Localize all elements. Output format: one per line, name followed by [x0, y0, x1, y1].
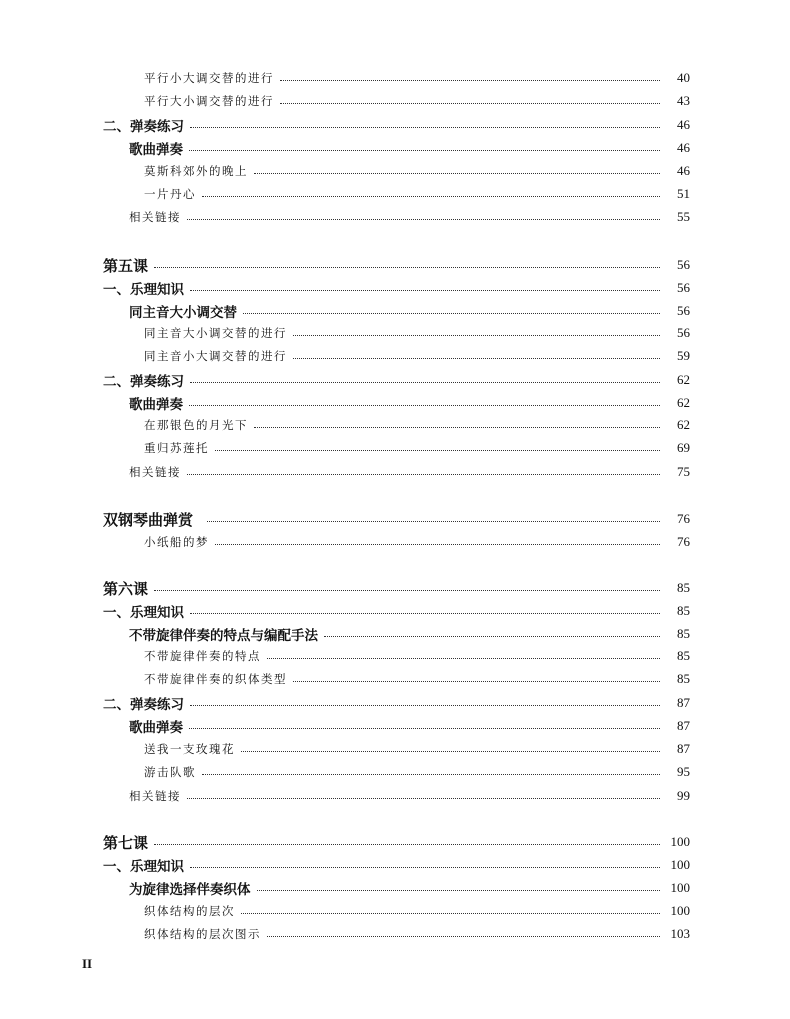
toc-entry-title: 同主音大小调交替的进行 — [144, 326, 287, 340]
toc-entry-title: 织体结构的层次图示 — [144, 927, 261, 941]
toc-entry-page: 56 — [677, 280, 690, 295]
dot-leader — [190, 381, 660, 383]
dot-leader — [280, 79, 660, 81]
toc-entry-page: 85 — [677, 603, 690, 618]
toc-entry[interactable] — [103, 855, 690, 875]
toc-entry[interactable] — [129, 786, 690, 806]
toc-entry-title: 不带旋律伴奏的织体类型 — [144, 672, 287, 686]
toc-entry-title: 平行大小调交替的进行 — [144, 94, 274, 108]
toc-entry-page: 56 — [677, 257, 690, 272]
toc-entry-page: 87 — [677, 741, 690, 756]
toc-entry-title: 为旋律选择伴奏织体 — [129, 882, 251, 898]
toc-entry-page: 75 — [677, 464, 690, 479]
toc-entry[interactable] — [144, 924, 690, 944]
toc-entry-title: 相关链接 — [129, 465, 181, 479]
toc-entry-title: 送我一支玫瑰花 — [144, 742, 235, 756]
toc-entry[interactable] — [129, 462, 690, 482]
toc-entry-title: 游击队歌 — [144, 765, 196, 779]
toc-entry-page: 76 — [677, 511, 690, 526]
toc-entry[interactable] — [129, 878, 690, 898]
toc-entry[interactable] — [144, 739, 690, 759]
toc-entry-page: 99 — [677, 788, 690, 803]
toc-entry[interactable] — [144, 646, 690, 666]
toc-entry-title: 相关链接 — [129, 210, 181, 224]
toc-entry[interactable] — [144, 68, 690, 88]
dot-leader — [207, 520, 660, 522]
dot-leader — [324, 635, 660, 637]
toc-entry-page: 100 — [670, 857, 690, 872]
toc-entry[interactable] — [144, 184, 690, 204]
dot-leader — [267, 657, 660, 659]
dot-leader — [187, 797, 660, 799]
toc-entry-page: 51 — [677, 186, 690, 201]
toc-entry-title: 同主音大小调交替 — [129, 305, 237, 321]
dot-leader — [241, 750, 660, 752]
toc-entry-title: 一、乐理知识 — [103, 282, 184, 298]
toc-entry-title: 重归苏莲托 — [144, 441, 209, 455]
toc-entry-title: 第七课 — [103, 833, 149, 852]
toc-entry[interactable] — [103, 832, 690, 852]
toc-entry[interactable] — [144, 323, 690, 343]
toc-entry-title: 小纸船的梦 — [144, 535, 209, 549]
dot-leader — [202, 773, 660, 775]
toc-entry-title: 第五课 — [103, 256, 149, 275]
toc-entry[interactable] — [144, 346, 690, 366]
toc-entry[interactable] — [103, 578, 690, 598]
toc-entry[interactable] — [144, 91, 690, 111]
toc-entry-page: 43 — [677, 93, 690, 108]
dot-leader — [189, 404, 660, 406]
toc-entry-page: 56 — [677, 325, 690, 340]
dot-leader — [293, 357, 660, 359]
toc-entry[interactable] — [144, 762, 690, 782]
toc-entry-title: 二、弹奏练习 — [103, 119, 184, 135]
dot-leader — [215, 449, 660, 451]
toc-entry-page: 87 — [677, 695, 690, 710]
dot-leader — [189, 149, 660, 151]
toc-entry[interactable] — [103, 509, 690, 529]
toc-entry-title: 二、弹奏练习 — [103, 697, 184, 713]
toc-entry-title: 一、乐理知识 — [103, 605, 184, 621]
toc-entry[interactable] — [103, 255, 690, 275]
toc-entry[interactable] — [144, 438, 690, 458]
toc-entry[interactable] — [129, 138, 690, 158]
toc-entry-page: 95 — [677, 764, 690, 779]
toc-entry-page: 100 — [670, 880, 690, 895]
toc-entry[interactable] — [144, 901, 690, 921]
toc-entry[interactable] — [129, 624, 690, 644]
toc-entry-page: 69 — [677, 440, 690, 455]
toc-entry-page: 85 — [677, 626, 690, 641]
dot-leader — [241, 912, 660, 914]
toc-entry-title: 歌曲弹奏 — [129, 142, 183, 158]
toc-entry-page: 76 — [677, 534, 690, 549]
dot-leader — [293, 680, 660, 682]
dot-leader — [254, 172, 660, 174]
toc-entry-page: 56 — [677, 303, 690, 318]
dot-leader — [189, 727, 660, 729]
toc-entry[interactable] — [144, 532, 690, 552]
dot-leader — [254, 426, 660, 428]
toc-entry[interactable] — [103, 693, 690, 713]
dot-leader — [154, 266, 660, 268]
toc-entry[interactable] — [103, 370, 690, 390]
dot-leader — [190, 866, 660, 868]
toc-entry-title: 歌曲弹奏 — [129, 397, 183, 413]
toc-entry-title: 莫斯科郊外的晚上 — [144, 164, 248, 178]
dot-leader — [257, 889, 661, 891]
toc-entry-title: 相关链接 — [129, 789, 181, 803]
dot-leader — [267, 935, 660, 937]
dot-leader — [190, 704, 660, 706]
toc-entry-title: 不带旋律伴奏的特点 — [144, 649, 261, 663]
toc-entry-page: 59 — [677, 348, 690, 363]
toc-entry-title: 不带旋律伴奏的特点与编配手法 — [129, 628, 318, 644]
toc-entry-title: 在那银色的月光下 — [144, 418, 248, 432]
dot-leader — [293, 334, 660, 336]
dot-leader — [243, 312, 660, 314]
toc-entry-page: 62 — [677, 372, 690, 387]
toc-entry-title: 歌曲弹奏 — [129, 720, 183, 736]
page-number: II — [82, 956, 93, 971]
dot-leader — [215, 543, 660, 545]
dot-leader — [187, 473, 660, 475]
dot-leader — [187, 218, 660, 220]
toc-entry-page: 85 — [677, 648, 690, 663]
toc-entry[interactable] — [144, 415, 690, 435]
dot-leader — [280, 102, 660, 104]
toc-entry-page: 100 — [670, 903, 690, 918]
dot-leader — [154, 843, 660, 845]
toc-entry-title: 二、弹奏练习 — [103, 374, 184, 390]
toc-entry-title: 平行小大调交替的进行 — [144, 71, 274, 85]
toc-entry-title: 同主音小大调交替的进行 — [144, 349, 287, 363]
dot-leader — [190, 612, 660, 614]
toc-entry-page: 46 — [677, 140, 690, 155]
dot-leader — [190, 126, 660, 128]
toc-entry[interactable] — [144, 669, 690, 689]
toc-entry[interactable] — [129, 393, 690, 413]
toc-entry[interactable] — [103, 278, 690, 298]
toc-entry-page: 85 — [677, 671, 690, 686]
dot-leader — [202, 195, 660, 197]
toc-entry-page: 103 — [670, 926, 690, 941]
toc-entry-page: 46 — [677, 117, 690, 132]
toc-entry-page: 87 — [677, 718, 690, 733]
toc-entry-title: 一、乐理知识 — [103, 859, 184, 875]
toc-entry-title: 织体结构的层次 — [144, 904, 235, 918]
toc-entry-page: 100 — [670, 834, 690, 849]
toc-entry-page: 62 — [677, 417, 690, 432]
toc-entry-page: 62 — [677, 395, 690, 410]
toc-entry-page: 55 — [677, 209, 690, 224]
toc-entry[interactable] — [129, 716, 690, 736]
toc-entry-title: 一片丹心 — [144, 187, 196, 201]
toc-entry-title: 双钢琴曲弹赏 — [103, 510, 194, 529]
toc-entry-title: 第六课 — [103, 579, 149, 598]
toc-entry-page: 46 — [677, 163, 690, 178]
toc-entry[interactable] — [144, 161, 690, 181]
dot-leader — [154, 589, 660, 591]
dot-leader — [190, 289, 660, 291]
toc-entry-page: 85 — [677, 580, 690, 595]
toc-entry[interactable] — [129, 207, 690, 227]
toc-entry[interactable] — [103, 601, 690, 621]
toc-entry[interactable] — [129, 301, 690, 321]
toc-entry[interactable] — [103, 115, 690, 135]
toc-entry-page: 40 — [677, 70, 690, 85]
